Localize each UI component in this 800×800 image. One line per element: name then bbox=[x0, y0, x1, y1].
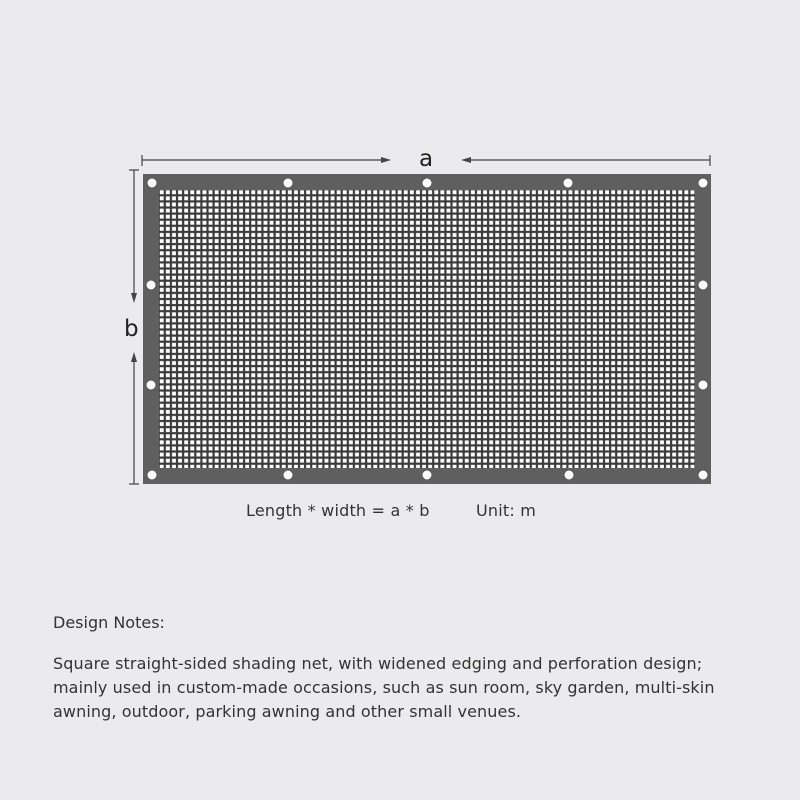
width-label: a bbox=[419, 146, 434, 172]
grommet bbox=[147, 178, 157, 188]
grommet bbox=[698, 280, 708, 290]
grommet bbox=[147, 470, 157, 480]
unit-label: Unit: m bbox=[476, 501, 537, 520]
grommet bbox=[698, 178, 708, 188]
size-formula: Length * width = a * b bbox=[246, 501, 430, 520]
grommet bbox=[422, 470, 432, 480]
notes-body: Square straight-sided shading net, with widened edging and perforation design; mainly used in custom-made occasions, such as sun room, sky garden, multi-skin awning, outdoor, parking awning and other small venues. bbox=[53, 654, 715, 721]
grommet bbox=[146, 280, 156, 290]
grommet bbox=[698, 470, 708, 480]
grommet bbox=[422, 178, 432, 188]
grommet bbox=[563, 178, 573, 188]
grommet bbox=[283, 178, 293, 188]
notes-heading: Design Notes: bbox=[53, 613, 165, 632]
grommet bbox=[698, 380, 708, 390]
grommet bbox=[564, 470, 574, 480]
net-mesh bbox=[159, 190, 695, 468]
height-label: b bbox=[124, 316, 139, 342]
shade-net bbox=[143, 174, 711, 484]
grommet bbox=[146, 380, 156, 390]
grommet bbox=[283, 470, 293, 480]
